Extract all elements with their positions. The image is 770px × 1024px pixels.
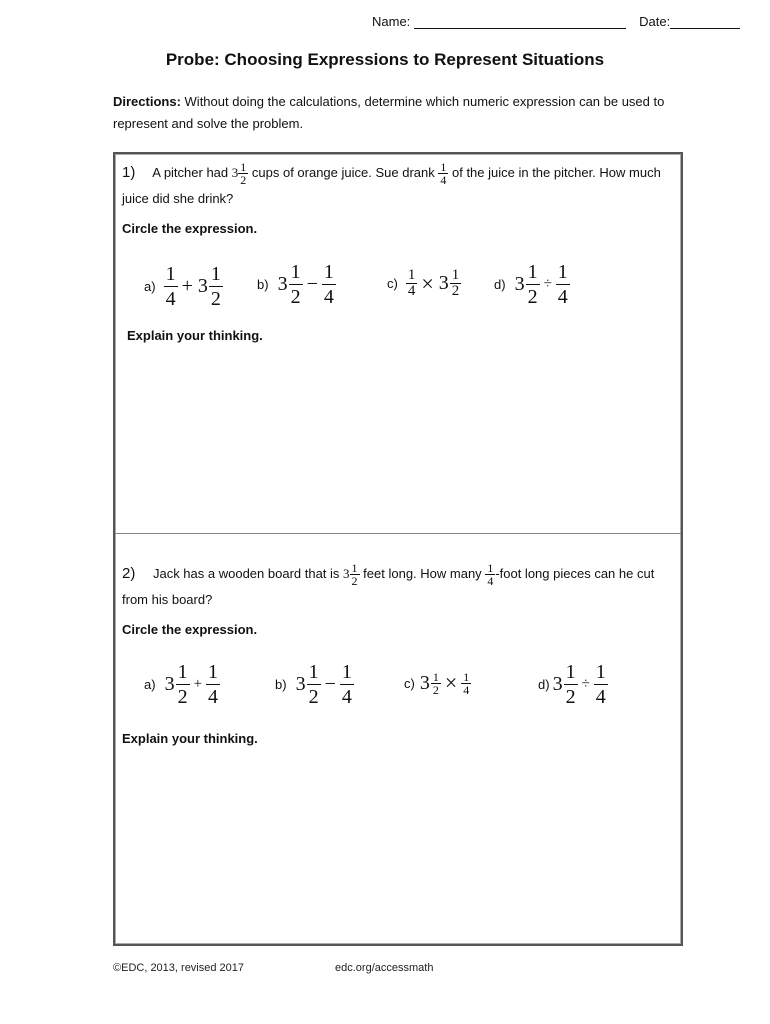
q2-option-a[interactable]	[144, 662, 220, 707]
q2-fraction	[485, 562, 495, 587]
q2-answer-area[interactable]	[122, 752, 672, 932]
q1-option-b-label: b)	[257, 277, 269, 292]
page-title: Probe: Choosing Expressions to Represent Situations	[165, 50, 605, 69]
question-1-number: 1)	[122, 164, 136, 181]
q2-b-f2-den: 4	[341, 686, 352, 708]
question-2-number: 2)	[122, 565, 136, 582]
q1-text-a: A pitcher had	[152, 165, 229, 180]
q2-option-c-label: c)	[404, 675, 415, 691]
q2-b-f1-num: 1	[308, 661, 319, 683]
q2-b-f1-den: 2	[308, 686, 319, 708]
directions	[113, 91, 673, 135]
q2-text-c: -foot long pieces can he cut from his board?	[122, 566, 655, 608]
q1-a-whole: 3	[197, 275, 208, 297]
q1-option-a-label: a)	[144, 279, 156, 294]
q2-text-b: feet long. How many	[363, 566, 482, 581]
q2-a-operator: +	[193, 676, 203, 692]
q1-option-a[interactable]	[144, 264, 223, 309]
q2-b-f2-num: 1	[341, 661, 352, 683]
q1-a-f1-den: 4	[165, 288, 176, 310]
q2-d-whole: 3	[552, 673, 563, 695]
q1-fraction	[438, 161, 448, 186]
question-divider	[115, 533, 681, 534]
q1-a-f2-num: 1	[210, 263, 221, 285]
q2-d-f2-den: 4	[595, 686, 606, 708]
q2-option-d[interactable]	[538, 662, 608, 707]
q2-c-f1-num: 1	[432, 669, 439, 684]
q2-frac-num: 1	[487, 561, 494, 576]
q1-c-f2-den: 2	[451, 283, 460, 299]
q1-explain-prompt: Explain your thinking.	[127, 328, 263, 343]
q2-b-whole: 3	[295, 673, 306, 695]
q1-mixed-whole: 3	[231, 165, 239, 180]
name-date-header	[372, 14, 740, 29]
q2-a-f2-num: 1	[208, 661, 219, 683]
date-blank[interactable]	[670, 14, 740, 29]
q2-b-operator: −	[324, 673, 336, 695]
q1-option-d[interactable]	[494, 262, 570, 307]
question-2-text	[122, 561, 674, 613]
q2-circle-instruction: Circle the expression.	[122, 622, 258, 637]
q2-text-a: Jack has a wooden board that is	[152, 566, 340, 581]
date-label: Date:	[639, 14, 671, 29]
q1-option-c-label: c)	[387, 276, 398, 291]
q2-c-operator: ×	[444, 670, 458, 695]
q2-option-d-label: d)	[538, 677, 550, 692]
q1-b-operator: −	[306, 273, 318, 295]
q2-frac-den: 4	[487, 574, 494, 589]
q2-d-f1-num: 1	[565, 661, 576, 683]
q1-d-f1-num: 1	[527, 261, 538, 283]
q1-frac-den: 4	[440, 173, 447, 188]
q1-a-f2-den: 2	[210, 288, 221, 310]
q1-d-f1-den: 2	[527, 286, 538, 308]
q1-a-f1-num: 1	[165, 263, 176, 285]
q2-d-f2-num: 1	[595, 661, 606, 683]
footer-copyright: ©EDC, 2013, revised 2017	[113, 962, 245, 974]
q2-option-b[interactable]	[275, 662, 354, 707]
footer-url[interactable]: edc.org/accessmath	[335, 962, 434, 974]
q2-c-f2-den: 4	[463, 682, 470, 697]
q1-d-f2-den: 4	[557, 286, 568, 308]
q1-b-f2-num: 1	[323, 261, 334, 283]
q2-option-c[interactable]	[404, 670, 471, 696]
q1-option-c[interactable]	[387, 268, 461, 299]
q1-b-f1-den: 2	[290, 286, 301, 308]
q2-c-f2-num: 1	[463, 669, 470, 684]
name-blank[interactable]	[414, 14, 626, 29]
q2-mixed-whole: 3	[343, 566, 350, 581]
q2-a-f1-num: 1	[177, 661, 188, 683]
q2-c-f1-den: 2	[432, 682, 439, 697]
q1-c-f1-num: 1	[407, 267, 416, 283]
q2-option-a-label: a)	[144, 677, 156, 692]
q1-d-f2-num: 1	[557, 261, 568, 283]
q1-b-f1-num: 1	[290, 261, 301, 283]
q1-text-c: of the juice in the pitcher. How much juice did she drink?	[122, 165, 661, 207]
directions-text: Without doing the calculations, determine which numeric expression can be used to represent and solve the problem.	[113, 94, 665, 131]
q1-circle-instruction: Circle the expression.	[122, 221, 258, 236]
q2-d-operator: ÷	[581, 676, 590, 692]
q1-mixed-den: 2	[240, 173, 247, 188]
q1-option-d-label: d)	[494, 277, 506, 292]
q1-text-b: cups of orange juice. Sue drank	[251, 165, 435, 180]
q1-a-operator: +	[181, 275, 193, 297]
q1-mixed-num: 1	[240, 160, 247, 175]
q1-mixed-fraction	[238, 161, 248, 186]
name-label: Name:	[372, 14, 411, 29]
q1-b-f2-den: 4	[323, 286, 334, 308]
question-1-text	[122, 160, 670, 212]
q1-d-operator: ÷	[543, 276, 552, 292]
q2-c-whole: 3	[419, 671, 430, 694]
q1-c-f2-num: 1	[451, 267, 460, 283]
q2-a-f1-den: 2	[177, 686, 188, 708]
q1-c-operator: ×	[421, 270, 434, 296]
q2-option-b-label: b)	[275, 677, 287, 692]
q1-d-whole: 3	[514, 273, 525, 295]
q2-mixed-den: 2	[351, 574, 358, 589]
q1-c-whole: 3	[438, 272, 449, 294]
q2-a-whole: 3	[164, 673, 175, 695]
q2-mixed-fraction	[350, 562, 360, 587]
q2-mixed-num: 1	[351, 561, 358, 576]
q1-c-f1-den: 4	[407, 283, 416, 299]
q2-a-f2-den: 4	[208, 686, 219, 708]
q1-answer-area[interactable]	[122, 350, 672, 525]
q1-frac-num: 1	[440, 160, 447, 175]
q2-d-f1-den: 2	[565, 686, 576, 708]
q2-explain-prompt: Explain your thinking.	[122, 731, 258, 746]
q1-b-whole: 3	[277, 273, 288, 295]
q1-option-b[interactable]	[257, 262, 336, 307]
directions-label: Directions:	[113, 94, 181, 109]
